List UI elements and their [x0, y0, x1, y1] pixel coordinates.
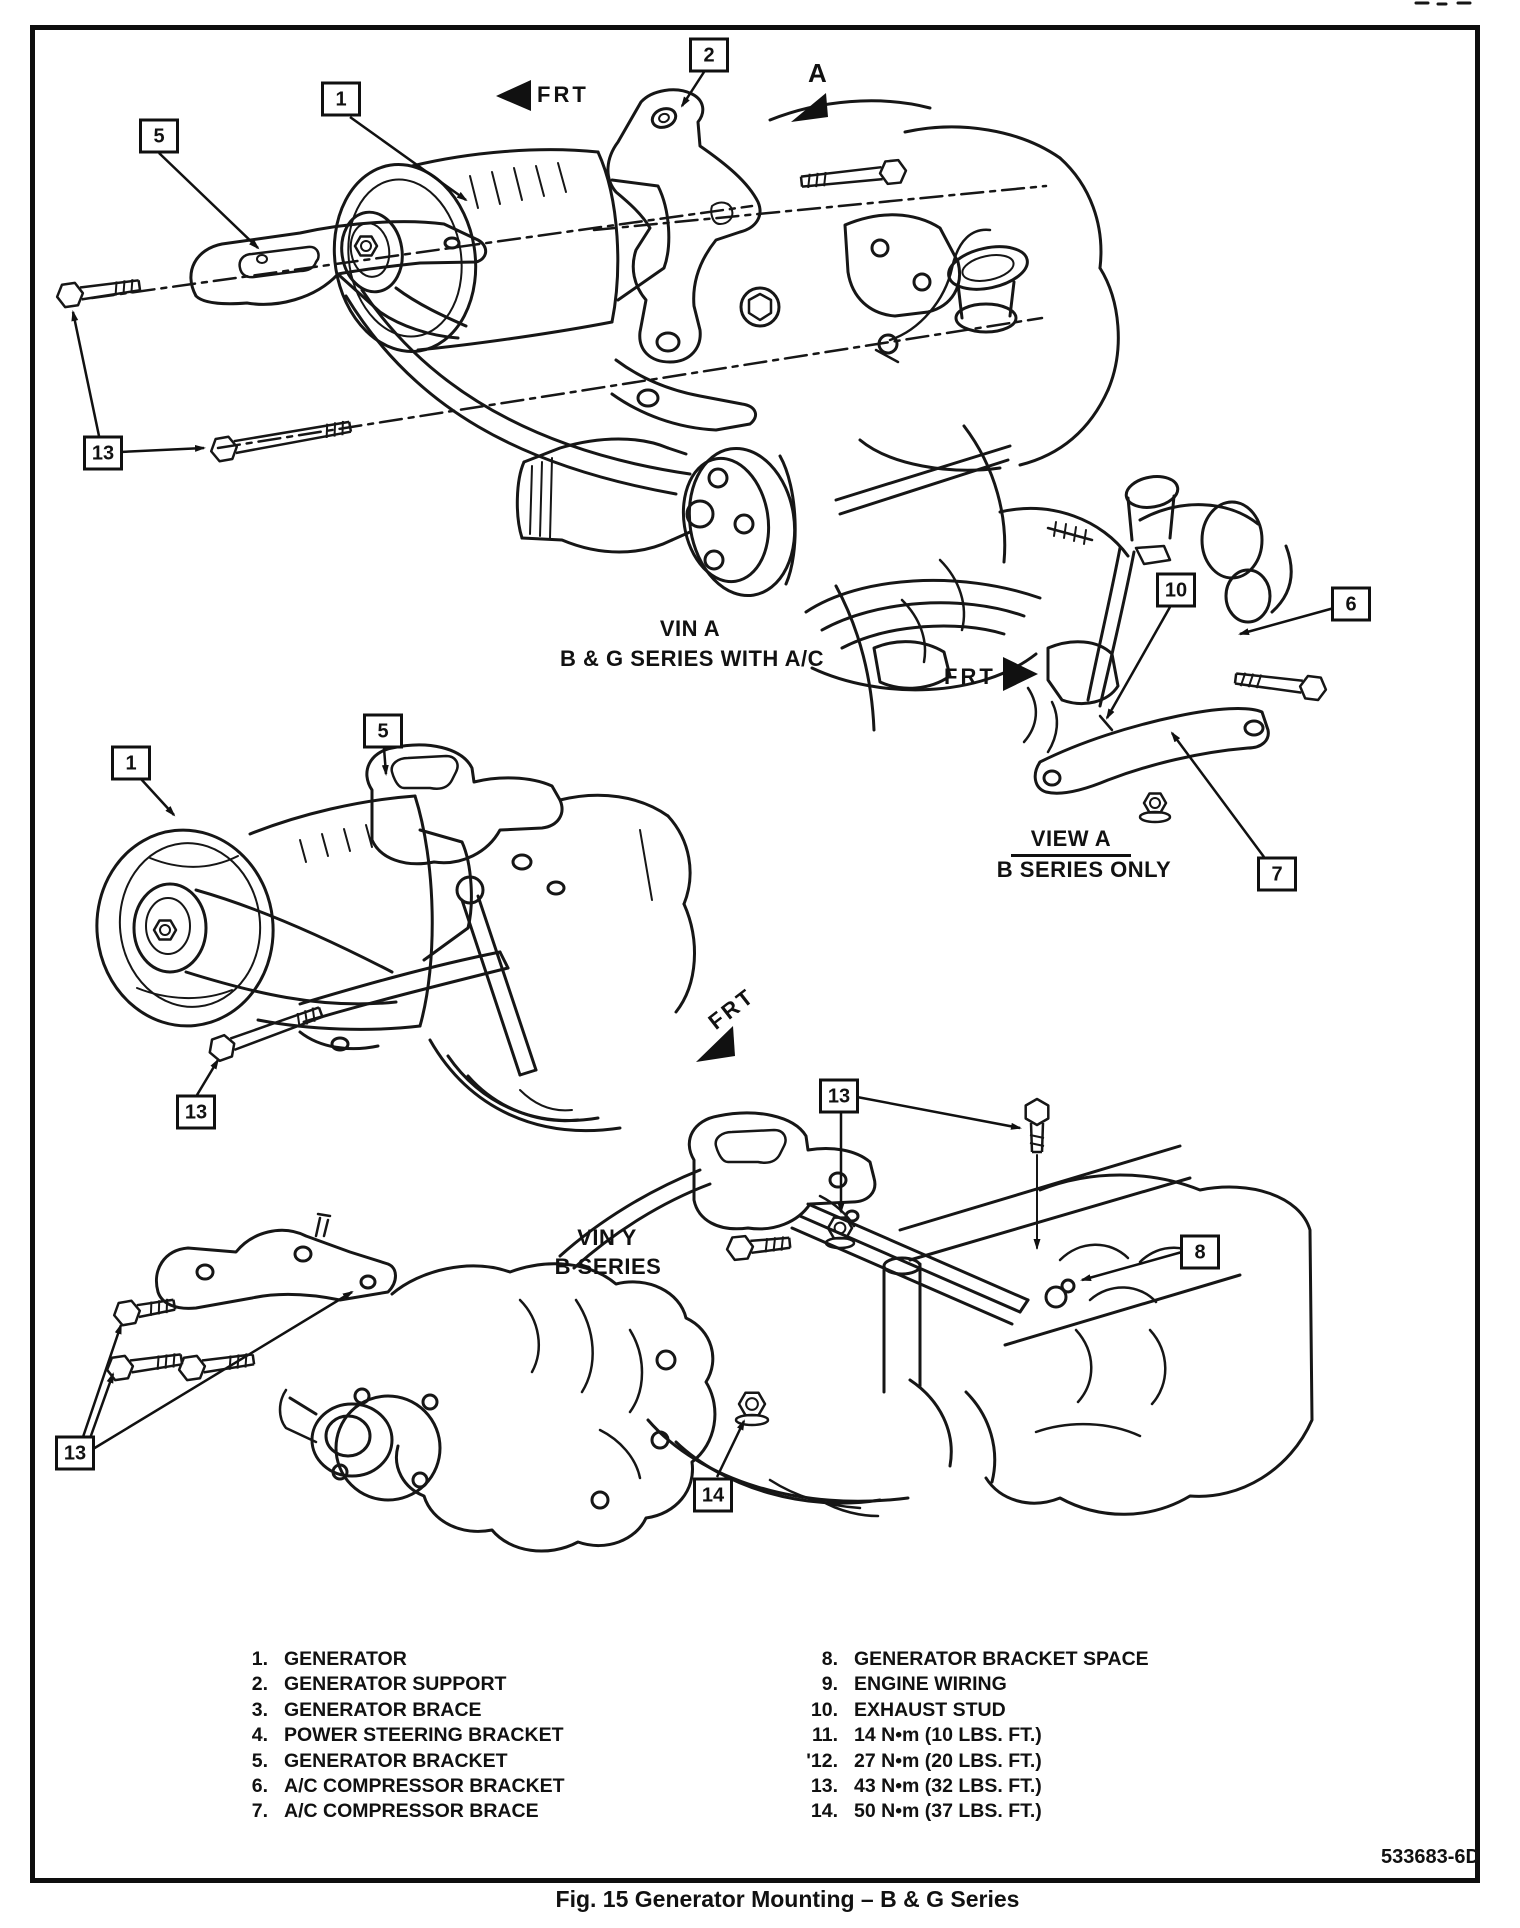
- vin-y-title-line1: VIN Y: [577, 1225, 637, 1250]
- frt-label-top: FRT: [537, 82, 589, 107]
- view-a-arrow-label: A: [808, 58, 827, 88]
- frt-label-view-a: FRT: [944, 664, 996, 689]
- legend-item: 3. GENERATOR BRACE: [251, 1698, 482, 1721]
- callout-14: 14: [693, 1478, 733, 1513]
- callout-5b: 5: [363, 714, 403, 749]
- document-number: 533683-6D: [1381, 1846, 1480, 1868]
- vin-a-title-line2: B & G SERIES WITH A/C: [560, 646, 824, 671]
- legend-item: 8. GENERATOR BRACKET SPACE: [821, 1648, 1149, 1670]
- legend-item: '12. 27 N•m (20 LBS. FT.): [806, 1749, 1042, 1772]
- callout-2: 2: [689, 38, 729, 73]
- callout-5: 5: [139, 119, 179, 154]
- callout-7: 7: [1257, 857, 1297, 892]
- legend-item: 4. POWER STEERING BRACKET: [251, 1724, 564, 1747]
- vin-y-title-line2: B SERIES: [554, 1254, 662, 1279]
- legend-item: 9. ENGINE WIRING: [821, 1673, 1007, 1696]
- legend-item: 1. GENERATOR: [251, 1648, 407, 1670]
- callout-8: 8: [1180, 1235, 1220, 1270]
- legend-right-column: [742, 1647, 1149, 1825]
- callout-13: 13: [83, 436, 123, 471]
- figure-caption: Fig. 15 Generator Mounting – B & G Series: [555, 1886, 1020, 1912]
- view-a-title-line1: VIEW A: [1011, 826, 1131, 857]
- callout-13d: 13: [819, 1079, 859, 1114]
- legend-item: 6. A/C COMPRESSOR BRACKET: [251, 1774, 565, 1797]
- legend-item: 7. A/C COMPRESSOR BRACE: [251, 1800, 539, 1823]
- callout-13c: 13: [55, 1436, 95, 1471]
- view-a-title-line2: B SERIES ONLY: [996, 857, 1172, 882]
- legend-item: 5. GENERATOR BRACKET: [251, 1749, 508, 1772]
- callout-1: 1: [321, 82, 361, 117]
- legend-item: 13. 43 N•m (32 LBS. FT.): [810, 1774, 1042, 1797]
- callout-1b: 1: [111, 746, 151, 781]
- figure-border: [30, 25, 1480, 1883]
- vin-a-title-line1: VIN A: [659, 616, 721, 641]
- callout-10: 10: [1156, 573, 1196, 608]
- legend-item: 11. 14 N•m (10 LBS. FT.): [811, 1724, 1042, 1747]
- legend-item: 2. GENERATOR SUPPORT: [251, 1673, 507, 1696]
- callout-13b: 13: [176, 1095, 216, 1130]
- callout-6: 6: [1331, 587, 1371, 622]
- frt-label-bottom-right: FRT: [703, 982, 760, 1035]
- legend-item: 14. 50 N•m (37 LBS. FT.): [810, 1800, 1042, 1823]
- legend-left-column: [180, 1647, 565, 1825]
- legend-item: 10. EXHAUST STUD: [810, 1698, 1006, 1721]
